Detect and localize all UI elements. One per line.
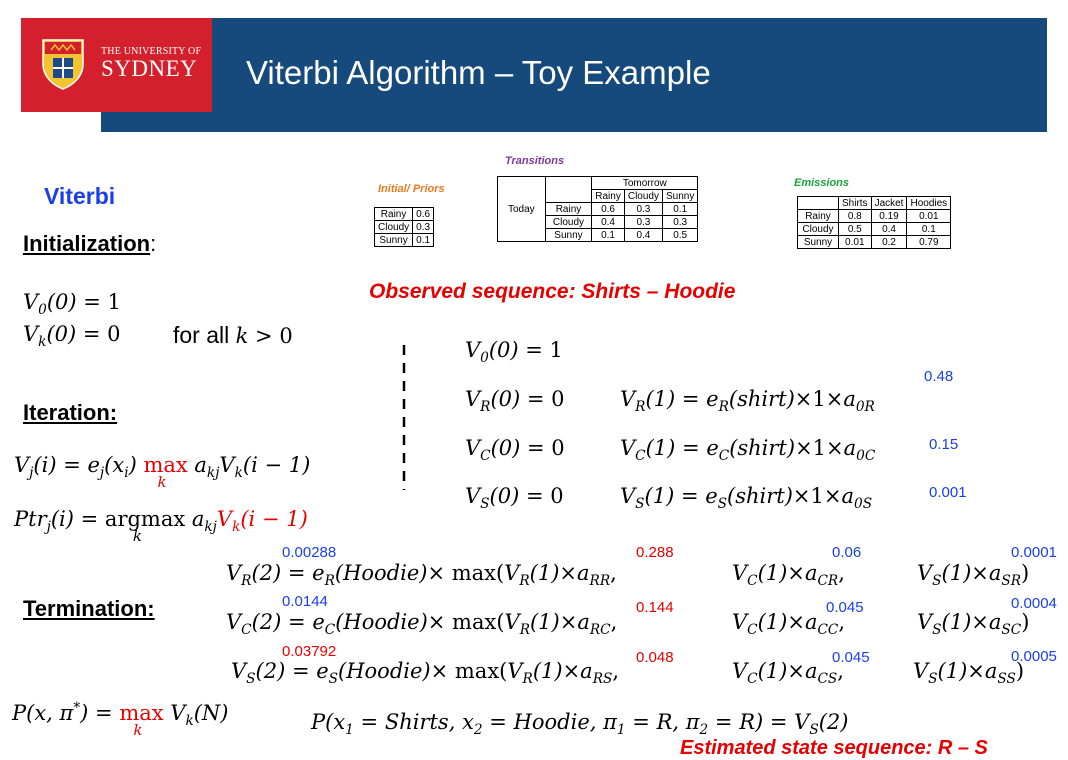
- value-cell: 0.3: [413, 221, 434, 234]
- annot-cs: 0.045: [832, 649, 870, 666]
- table-row: [375, 221, 434, 234]
- iteration-heading: Iteration:: [23, 400, 118, 425]
- value-cell: 0.4: [871, 223, 907, 236]
- annot-cc: 0.045: [826, 599, 864, 616]
- state-cell: Sunny: [798, 236, 839, 249]
- priors-caption: Initial/ Priors: [378, 183, 445, 195]
- value-cell: 0.3: [662, 216, 697, 229]
- annot-rr: 0.288: [636, 544, 674, 561]
- value-cell: 0.6: [413, 208, 434, 221]
- page-title: Viterbi Algorithm – Toy Example: [246, 54, 711, 91]
- iteration-eq-ptr: Ptr$_j$(i) = argmax k $a_{kj}V_k(i - 1)$: [14, 507, 308, 545]
- step-vr0: $V_R(0) = 0$: [465, 387, 565, 416]
- emissions-caption: Emissions: [794, 177, 850, 189]
- annot-ss: 0.0005: [1011, 648, 1057, 665]
- value-cell: 0.5: [662, 229, 697, 242]
- table-row: [375, 234, 434, 247]
- termination-eq: P(x, π*) = max k $V_k(N)$: [12, 700, 229, 739]
- step-vc1: $V_C(1)$ = $e_C(shirt)\times 1\times a_{0C}$: [620, 436, 876, 465]
- init-eq-v0: $V_0(0) = 1$: [23, 290, 121, 319]
- dashed-divider: [400, 345, 408, 490]
- step-vs-r: $V_S(1)\times a_{SR}$): [917, 561, 1030, 590]
- col-header: Jacket: [871, 197, 907, 210]
- university-logo: [21, 18, 212, 112]
- step-v0: $V_0(0) = 1$: [465, 338, 563, 367]
- state-cell: Cloudy: [545, 216, 592, 229]
- step-vr1: $V_R(1)$ = $e_R(shirt)\times 1\times a_{0R}$: [620, 387, 875, 416]
- state-cell: Cloudy: [798, 223, 839, 236]
- annot-v2-c: 0.0144: [282, 593, 328, 610]
- value-cell: 0.1: [662, 203, 697, 216]
- estimated-sequence: Estimated state sequence: R – S: [680, 737, 988, 759]
- init-eq-vk: $V_k(0) = 0$: [23, 322, 121, 351]
- col-header: Cloudy: [624, 190, 662, 203]
- emissions-table: [797, 196, 951, 249]
- university-name: SYDNEY: [101, 56, 198, 81]
- value-cell: 0.1: [413, 234, 434, 247]
- annot-sc: 0.0004: [1011, 595, 1057, 612]
- step-vc-r: $V_C(1)\times a_{CR}$,: [732, 561, 845, 590]
- col-header: Rainy: [592, 190, 625, 203]
- table-row: [798, 236, 951, 249]
- table-row: [498, 229, 698, 242]
- priors-table: [374, 207, 434, 247]
- value-cell: 0.3: [624, 203, 662, 216]
- value-cell: 0.5: [839, 223, 872, 236]
- crest-icon: [41, 38, 85, 90]
- initialization-heading-row: Initialization:: [23, 231, 157, 256]
- init-condition: for all k > 0: [173, 322, 293, 348]
- value-cell: 0.4: [592, 216, 625, 229]
- value-cell: 0.6: [592, 203, 625, 216]
- value-cell: 0.79: [907, 236, 951, 249]
- final-probability-eq: $P(x_1$ = Shirts, $x_2$ = Hoodie, $\pi_1 = R$, $\pi_2 = R) = V_S(2)$: [311, 710, 849, 739]
- table-row: [798, 197, 951, 210]
- today-label: Today: [498, 203, 546, 216]
- tomorrow-header: Tomorrow: [592, 177, 698, 190]
- value-cell: 0.01: [839, 236, 872, 249]
- observed-sequence: Observed sequence: Shirts – Hoodie: [369, 280, 736, 303]
- value-cell: 0.19: [871, 210, 907, 223]
- table-row: [798, 210, 951, 223]
- step-vc0: $V_C(0) = 0$: [465, 436, 565, 465]
- annot-cr: 0.06: [832, 544, 862, 561]
- value-cell: 0.1: [907, 223, 951, 236]
- table-row: [498, 177, 698, 190]
- value-cell: 0.2: [871, 236, 907, 249]
- annot-v1-r: 0.48: [924, 368, 954, 385]
- col-header: Shirts: [839, 197, 872, 210]
- step-vr2: $V_R(2)$ = $e_R(Hoodie)\times \max(V_R(1)\times a_{RR}$,: [226, 561, 617, 590]
- annot-rc: 0.144: [636, 599, 674, 616]
- table-row: [798, 223, 951, 236]
- value-cell: 0.8: [839, 210, 872, 223]
- transitions-table: [497, 176, 698, 242]
- step-vc-s: $V_C(1)\times a_{CS}$,: [732, 659, 844, 688]
- table-row: [498, 216, 698, 229]
- value-cell: 0.3: [624, 216, 662, 229]
- initialization-heading: Initialization: [23, 231, 151, 256]
- for-all-label: for all: [173, 322, 230, 348]
- termination-heading: Termination:: [23, 596, 155, 621]
- annot-v1-s: 0.001: [929, 484, 967, 501]
- viterbi-heading: Viterbi: [44, 183, 116, 209]
- iteration-eq-v: $V_j(i) = e_j(x_i)$ max k $a_{kj}V_k(i - 1)$: [14, 453, 311, 491]
- state-cell: Rainy: [375, 208, 413, 221]
- state-cell: Sunny: [545, 229, 592, 242]
- state-cell: Rainy: [798, 210, 839, 223]
- step-vc-c: $V_C(1)\times a_{CC}$,: [732, 610, 846, 639]
- step-vc2: $V_C(2)$ = $e_C(Hoodie)\times \max(V_R(1)\times a_{RC}$,: [226, 610, 618, 639]
- value-cell: 0.4: [624, 229, 662, 242]
- state-cell: Sunny: [375, 234, 413, 247]
- step-vs2: $V_S(2)$ = $e_S(Hoodie)\times \max(V_R(1)\times a_{RS}$,: [231, 659, 620, 688]
- value-cell: 0.1: [592, 229, 625, 242]
- annot-v1-c: 0.15: [929, 436, 959, 453]
- university-name-small: THE UNIVERSITY OF: [101, 46, 202, 57]
- step-vs-c: $V_S(1)\times a_{SC}$): [917, 610, 1030, 639]
- value-cell: 0.01: [907, 210, 951, 223]
- table-row: [498, 190, 698, 203]
- annot-v2-r: 0.00288: [282, 544, 337, 561]
- annot-v2-s: 0.03792: [282, 643, 337, 660]
- step-vs0: $V_S(0) = 0$: [465, 484, 564, 513]
- col-header: Sunny: [662, 190, 697, 203]
- state-cell: Rainy: [545, 203, 592, 216]
- state-cell: Cloudy: [375, 221, 413, 234]
- annot-sr: 0.0001: [1011, 544, 1057, 561]
- table-row: [498, 203, 698, 216]
- table-row: [375, 208, 434, 221]
- col-header: Hoodies: [907, 197, 951, 210]
- transitions-caption: Transitions: [505, 155, 565, 167]
- step-vs1: $V_S(1)$ = $e_S(shirt)\times 1\times a_{0S}$: [620, 484, 873, 513]
- annot-rs: 0.048: [636, 649, 674, 666]
- step-vs-s: $V_S(1)\times a_{SS}$): [913, 659, 1025, 688]
